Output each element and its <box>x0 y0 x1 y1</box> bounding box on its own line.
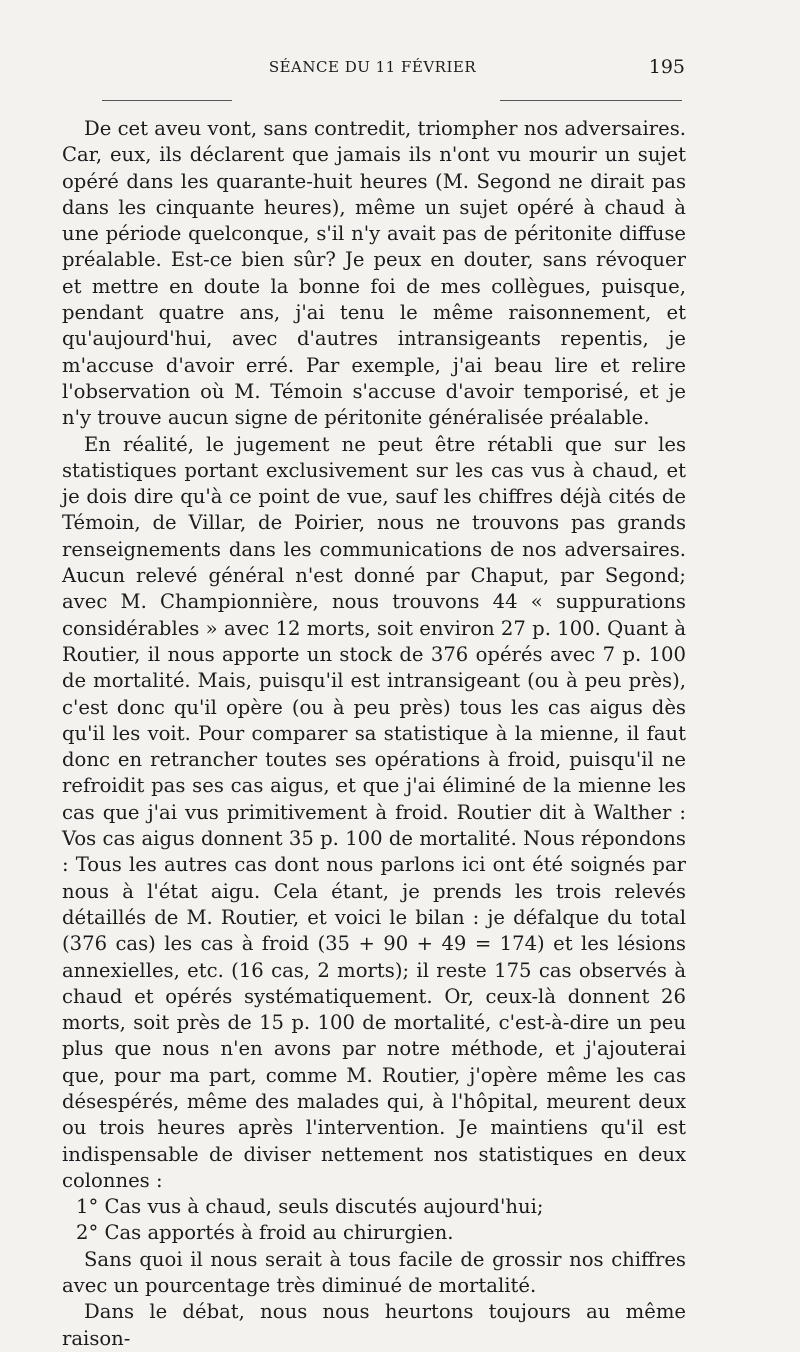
header-rule-right <box>500 100 682 101</box>
running-title: SÉANCE DU 11 FÉVRIER <box>268 58 477 76</box>
body-text <box>62 116 686 1352</box>
page-header <box>60 58 685 88</box>
paragraph: En réalité, le jugement ne peut être rétabli que sur les statistiques portant exclusivement sur les cas vus à chaud, et je dois dire qu'à ce point de vue, sauf les chiffres déjà cités de Témoin, de Villar, de Poirier, nous ne trouvons pas grands renseignements dans les communications de nos adversaires. Aucun relevé général n'est donné par Chaput, par Segond; avec M. Championnière, nous trouvons 44 « suppurations considérables » avec 12 morts, soit environ 27 p. 100. Quant à Routier, il nous apporte un stock de 376 opérés avec 7 p. 100 de mortalité. Mais, puisqu'il est intransigeant (ou à peu près), c'est donc qu'il opère (ou à peu près) tous les cas aigus dès qu'il les voit. Pour comparer sa statistique à la mienne, il faut donc en retrancher toutes ses opérations à froid, puisqu'il ne refroidit pas ses cas aigus, et que j'ai éliminé de la mienne les cas que j'ai vus primitivement à froid. Routier dit à Walther : Vos cas aigus donnent 35 p. 100 de mortalité. Nous répondons : Tous les autres cas dont nous parlons ici ont été soignés par nous à l'état aigu. Cela étant, je prends les trois relevés détaillés de M. Routier, et voici le bilan : je défalque du total (376 cas) les cas à froid (35 + 90 + 49 = 174) et les lésions annexielles, etc. (16 cas, 2 morts); il reste 175 cas observés à chaud et opérés systématiquement. Or, ceux-là donnent 26 morts, soit près de 15 p. 100 de mortalité, c'est-à-dire un peu plus que nous n'en avons par notre méthode, et j'ajouterai que, pour ma part, comme M. Routier, j'opère même les cas désespérés, même des malades qui, à l'hôpital, meurent deux ou trois heures après l'intervention. Je maintiens qu'il est indispensable de diviser nettement nos statistiques en deux colonnes : <box>62 432 686 1192</box>
header-rule-left <box>102 100 232 101</box>
list-item: 2° Cas apportés à froid au chirurgien. <box>76 1221 454 1245</box>
paragraph: Dans le débat, nous nous heurtons toujours au même raison- <box>62 1300 686 1350</box>
paragraph: Sans quoi il nous serait à tous facile de grossir nos chiffres avec un pourcentage très diminué de mortalité. <box>62 1247 686 1298</box>
list-item: 1° Cas vus à chaud, seuls discutés aujourd'hui; <box>76 1195 544 1219</box>
page-number: 195 <box>648 56 685 78</box>
paragraph: De cet aveu vont, sans contredit, triompher nos adversaires. Car, eux, ils déclarent que jamais ils n'ont vu mourir un sujet opéré dans les quarante-huit heures (M. Segond ne dirait pas dans les cinquante heures), même un sujet opéré à chaud à une période quelconque, s'il n'y avait pas de péritonite diffuse préalable. Est-ce bien sûr? Je peux en douter, sans révoquer et mettre en doute la bonne foi de mes collègues, puisque, pendant quatre ans, j'ai tenu le même raisonnement, et qu'aujourd'hui, avec d'autres intransigeants repentis, je m'accuse d'avoir erré. Par exemple, j'ai beau lire et relire l'observation où M. Témoin s'accuse d'avoir temporisé, et je n'y trouve aucun signe de péritonite généralisée préalable. <box>62 117 686 430</box>
